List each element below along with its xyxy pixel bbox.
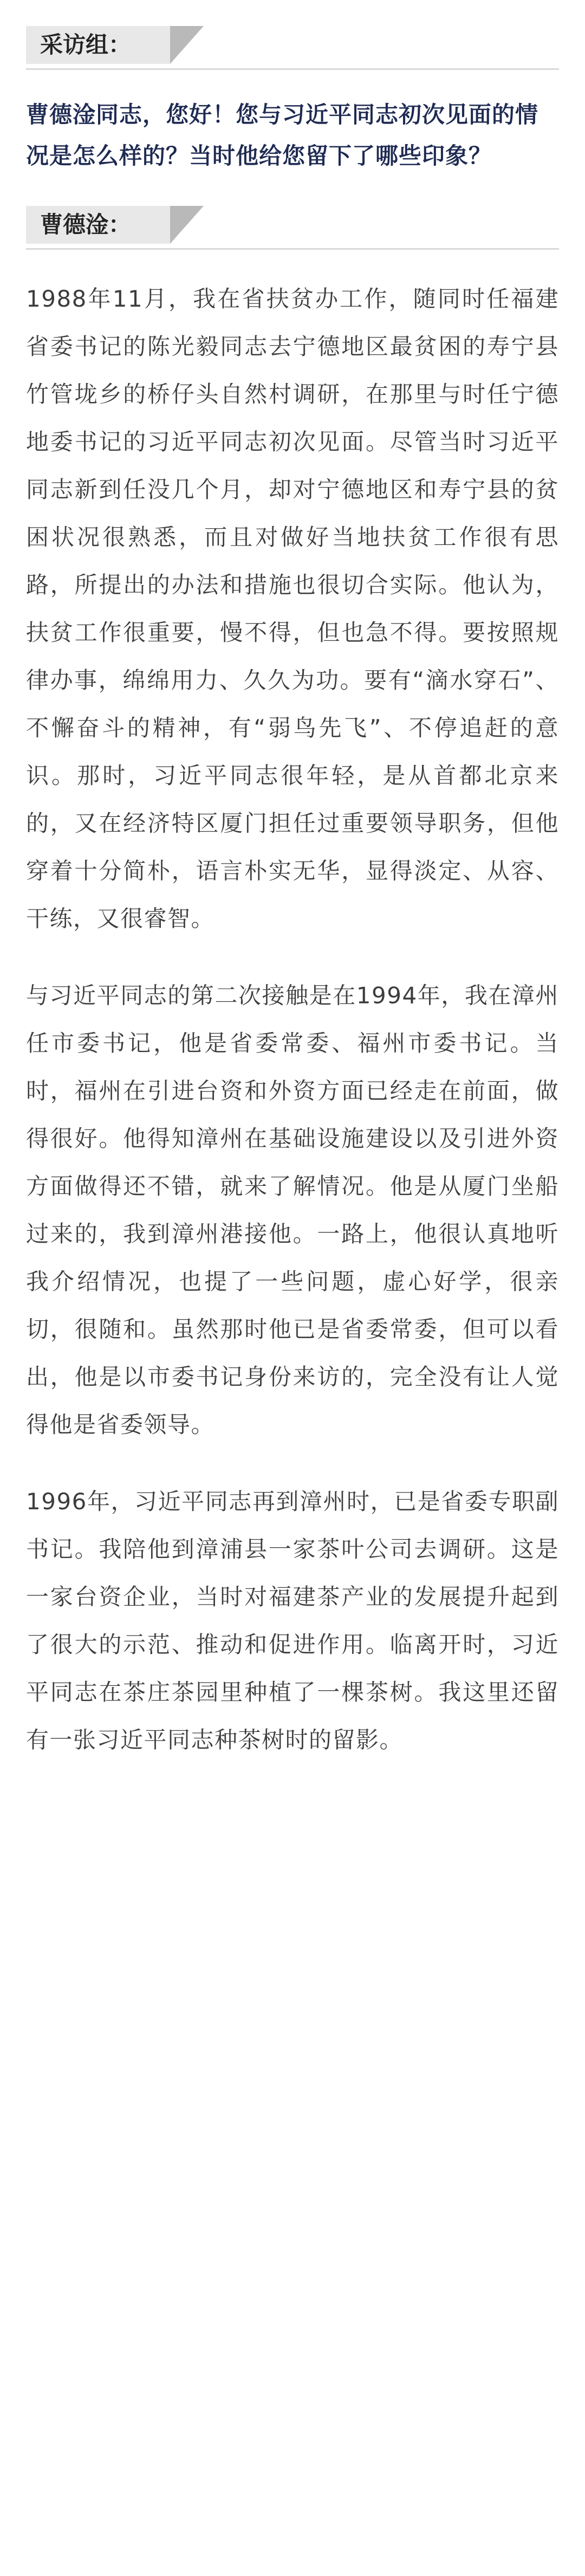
label-fold-corner xyxy=(170,26,204,64)
answer-paragraph-2: 与习近平同志的第二次接触是在1994年，我在漳州任市委书记，他是省委常委、福州市委书记。当时，福州在引进台资和外资方面已经走在前面，做得很好。他得知漳州在基础设施建设以及引进外资方面做得还不错，就来了解情况。他是从厦门坐船过来的，我到漳州港接他。一路上，他很认真地听我介绍情况，也提了一些问题，虚心好学，很亲切，很随和。虽然那时他已是省委常委，但可以看出，他是以市委书记身份来访的，完全没有让人觉得他是省委领导。 xyxy=(26,982,559,1438)
answer-paragraph-3: 1996年，习近平同志再到漳州时，已是省委专职副书记。我陪他到漳浦县一家茶叶公司去调研。这是一家台资企业，当时对福建茶产业的发展提升起到了很大的示范、推动和促进作用。临离开时，习近平同志在茶庄茶园里种植了一棵茶树。我这里还留有一张习近平同志种茶树时的留影。 xyxy=(26,1488,559,1753)
answer-label: 曹德淦： xyxy=(26,206,170,244)
label-underline xyxy=(26,248,559,250)
answer-label-box xyxy=(26,206,559,252)
interviewer-label: 采访组： xyxy=(26,26,170,64)
label-underline xyxy=(26,68,559,70)
interview-question: 曹德淦同志，您好！您与习近平同志初次见面的情况是怎么样的？当时他给您留下了哪些印象？ xyxy=(26,101,539,169)
answer-paragraph-1: 1988年11月，我在省扶贫办工作，随同时任福建省委书记的陈光毅同志去宁德地区最贫困的寿宁县竹管垅乡的桥仔头自然村调研，在那里与时任宁德地委书记的习近平同志初次见面。尽管当时习近平同志新到任没几个月，却对宁德地区和寿宁县的贫困状况很熟悉，而且对做好当地扶贫工作很有思路，所提出的办法和措施也很切合实际。他认为，扶贫工作很重要，慢不得，但也急不得。要按照规律办事，绵绵用力、久久为功。要有“滴水穿石”、不懈奋斗的精神，有“弱鸟先飞”、不停追赶的意识。那时，习近平同志很年轻，是从首都北京来的，又在经济特区厦门担任过重要领导职务，但他穿着十分简朴，语言朴实无华，显得淡定、从容、干练，又很睿智。 xyxy=(26,285,559,932)
interviewer-label-box xyxy=(26,26,559,73)
label-fold-corner xyxy=(170,206,204,244)
